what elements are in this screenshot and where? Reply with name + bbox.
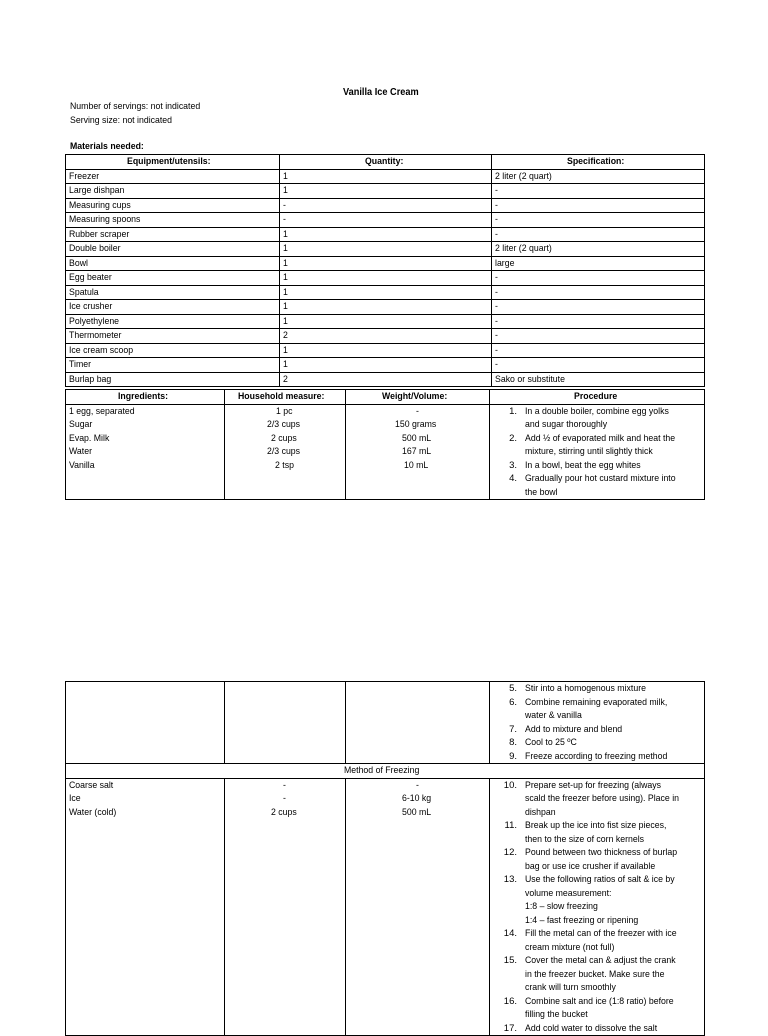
equipment-name-cell: Polyethylene	[66, 314, 280, 329]
step-text	[525, 779, 701, 820]
equipment-name-cell: Freezer	[66, 169, 280, 184]
procedure-step	[493, 779, 701, 820]
step-text	[525, 750, 701, 764]
equipment-row	[66, 213, 705, 228]
specification-cell: large	[492, 256, 705, 271]
specification-cell: -	[492, 184, 705, 199]
step-line: In a double boiler, combine egg yolks	[525, 405, 669, 417]
cell-line: Sugar	[69, 419, 93, 430]
procedure-list	[493, 405, 701, 500]
equipment-name-cell: Measuring cups	[66, 198, 280, 213]
cell-line: 500 mL	[401, 806, 431, 818]
step-text	[525, 696, 701, 723]
quantity-cell: 1	[280, 256, 492, 271]
equipment-row	[66, 198, 705, 213]
specification-cell: -	[492, 271, 705, 286]
step-text	[525, 927, 701, 954]
step-text	[525, 846, 701, 873]
equipment-table	[65, 154, 705, 387]
step-text	[525, 432, 701, 459]
servings-line: Number of servings: not indicated	[70, 101, 201, 112]
step-number: 17.	[503, 1022, 517, 1034]
freezing-measures-cell	[225, 778, 346, 1036]
cell-line: -	[283, 793, 287, 804]
ingredients-header-row	[66, 390, 705, 405]
quantity-cell: -	[280, 213, 492, 228]
procedure-step	[493, 682, 701, 696]
step-number: 1.	[509, 405, 517, 417]
cell-line: 500 mL	[401, 432, 431, 444]
freezing-procedure-cell	[490, 778, 705, 1036]
cell-line: 2 cups	[271, 432, 297, 444]
step-text	[525, 723, 701, 737]
cell-line: 2/3 cups	[267, 419, 301, 430]
equipment-row	[66, 300, 705, 315]
equipment-name-cell: Measuring spoons	[66, 213, 280, 228]
equipment-row	[66, 242, 705, 257]
step-text	[525, 459, 701, 473]
specification-cell: -	[492, 358, 705, 373]
equipment-name-cell: Timer	[66, 358, 280, 373]
equipment-row	[66, 271, 705, 286]
step-number: 6.	[509, 696, 517, 708]
step-text	[525, 682, 701, 696]
step-number: 7.	[509, 723, 517, 735]
procedure-cell	[490, 404, 705, 500]
step-line: Freeze according to freezing method	[525, 750, 668, 762]
step-number: 13.	[503, 874, 517, 885]
cell-line: -	[415, 779, 419, 791]
household-measure-header: Household measure:	[225, 390, 346, 405]
procedure-list	[493, 779, 701, 1036]
specification-cell: 2 liter (2 quart)	[492, 169, 705, 184]
equipment-row	[66, 227, 705, 242]
equipment-name-cell: Ice cream scoop	[66, 343, 280, 358]
step-text	[525, 819, 701, 846]
specification-cell: -	[492, 314, 705, 329]
step-line: Cool to 25 ºC	[525, 737, 577, 748]
quantity-cell: 1	[280, 227, 492, 242]
cell-line: 167 mL	[401, 446, 431, 457]
step-line: Add to mixture and blend	[525, 723, 623, 735]
step-line: volume measurement:	[525, 887, 612, 899]
specification-cell: 2 liter (2 quart)	[492, 242, 705, 257]
empty-cell	[66, 682, 225, 764]
cell-line: -	[283, 779, 287, 791]
freezing-row	[66, 778, 705, 1036]
freezing-names-cell	[66, 778, 225, 1036]
step-number: 9.	[509, 750, 517, 762]
step-number: 14.	[503, 928, 517, 939]
equipment-row	[66, 329, 705, 344]
ingredient-names-cell	[66, 404, 225, 500]
quantity-cell: 1	[280, 242, 492, 257]
ingredients-row	[66, 404, 705, 500]
procedure-step	[493, 954, 701, 995]
equipment-row	[66, 285, 705, 300]
equipment-row	[66, 256, 705, 271]
household-measures-cell	[225, 404, 346, 500]
step-text	[525, 995, 701, 1022]
specification-cell: -	[492, 198, 705, 213]
step-line: Stir into a homogenous mixture	[525, 683, 646, 694]
step-line: filling the bucket	[525, 1009, 588, 1020]
step-line: water & vanilla	[525, 710, 582, 721]
equipment-header: Equipment/utensils:	[66, 155, 280, 170]
procedure-step	[493, 723, 701, 737]
continued-procedure-table	[65, 681, 705, 1036]
procedure-step	[493, 819, 701, 846]
specification-cell: -	[492, 343, 705, 358]
equipment-row	[66, 314, 705, 329]
cell-line: -	[415, 405, 419, 417]
step-line: and sugar thoroughly	[525, 419, 608, 430]
equipment-name-cell: Rubber scraper	[66, 227, 280, 242]
equipment-name-cell: Spatula	[66, 285, 280, 300]
cell-line: 2 tsp	[274, 459, 294, 471]
equipment-row	[66, 169, 705, 184]
procedure-step	[493, 995, 701, 1022]
quantity-cell: 1	[280, 358, 492, 373]
empty-cell	[225, 682, 346, 764]
cell-line: Ice	[69, 793, 81, 804]
method-of-freezing-heading: Method of Freezing	[66, 764, 705, 779]
step-line: Gradually pour hot custard mixture into	[525, 473, 676, 484]
quantity-cell: -	[280, 198, 492, 213]
step-line: Break up the ice into fist size pieces,	[525, 820, 667, 831]
step-number: 10.	[503, 779, 517, 791]
step-line: Prepare set-up for freezing (always	[525, 779, 662, 791]
cell-line: 6-10 kg	[401, 793, 431, 804]
procedure-step	[493, 459, 701, 473]
procedure-step	[493, 927, 701, 954]
equipment-row	[66, 358, 705, 373]
procedure-step	[493, 846, 701, 873]
equipment-row	[66, 184, 705, 199]
ingredients-header: Ingredients:	[66, 390, 225, 405]
equipment-name-cell: Bowl	[66, 256, 280, 271]
equipment-name-cell: Thermometer	[66, 329, 280, 344]
step-line: in the freezer bucket. Make sure the	[525, 968, 665, 980]
step-number: 4.	[509, 473, 517, 484]
step-number: 16.	[503, 995, 517, 1007]
procedure-step	[493, 750, 701, 764]
equipment-row	[66, 343, 705, 358]
quantity-header: Quantity:	[280, 155, 492, 170]
equipment-name-cell: Large dishpan	[66, 184, 280, 199]
quantity-cell: 1	[280, 169, 492, 184]
continued-row	[66, 682, 705, 764]
step-line: Cover the metal can & adjust the crank	[525, 955, 676, 966]
quantity-cell: 1	[280, 285, 492, 300]
step-line: In a bowl, beat the egg whites	[525, 459, 641, 471]
step-text	[525, 954, 701, 995]
equipment-name-cell: Burlap bag	[66, 372, 280, 387]
quantity-cell: 1	[280, 271, 492, 286]
quantity-cell: 1	[280, 184, 492, 199]
specification-cell: -	[492, 227, 705, 242]
step-text	[525, 873, 701, 927]
procedure-header: Procedure	[490, 390, 705, 405]
step-number: 15.	[503, 955, 517, 966]
step-line: the bowl	[525, 486, 558, 498]
procedure-step	[493, 432, 701, 459]
quantity-cell: 1	[280, 343, 492, 358]
step-line: mixture, stirring until slightly thick	[525, 446, 653, 457]
cell-line: 2 cups	[271, 806, 297, 818]
procedure-step	[493, 696, 701, 723]
cell-line: Water (cold)	[69, 806, 117, 818]
step-line: bag or use ice crusher if available	[525, 860, 656, 872]
serving-size-line: Serving size: not indicated	[70, 115, 173, 126]
method-of-freezing-row	[66, 764, 705, 779]
step-text	[525, 736, 701, 750]
specification-cell: Sako or substitute	[492, 372, 705, 387]
step-line: Combine remaining evaporated milk,	[525, 696, 668, 708]
step-line: Add cold water to dissolve the salt	[525, 1022, 658, 1034]
cell-line: 150 grams	[395, 419, 437, 430]
step-line: Pound between two thickness of burlap	[525, 847, 678, 858]
step-number: 12.	[503, 847, 517, 858]
materials-heading: Materials needed:	[70, 141, 144, 152]
specification-cell: -	[492, 213, 705, 228]
step-number: 11.	[504, 820, 517, 831]
specification-cell: -	[492, 329, 705, 344]
freezing-weights-cell	[346, 778, 490, 1036]
continued-procedure-cell	[490, 682, 705, 764]
specification-cell: -	[492, 285, 705, 300]
step-line: crank will turn smoothly	[525, 982, 616, 993]
equipment-header-row	[66, 155, 705, 170]
quantity-cell: 1	[280, 300, 492, 315]
step-line: 1:4 – fast freezing or ripening	[525, 914, 639, 926]
weight-volume-header: Weight/Volume:	[346, 390, 490, 405]
specification-cell: -	[492, 300, 705, 315]
cell-line: 1 egg, separated	[69, 405, 135, 417]
quantity-cell: 2	[280, 372, 492, 387]
cell-line: 1 pc	[276, 405, 293, 417]
step-line: dishpan	[525, 806, 556, 818]
equipment-body	[66, 169, 705, 387]
ingredients-table	[65, 389, 705, 500]
cell-line: Evap. Milk	[69, 432, 110, 444]
specification-header: Specification:	[492, 155, 705, 170]
quantity-cell: 2	[280, 329, 492, 344]
step-line: Use the following ratios of salt & ice by	[525, 874, 675, 885]
procedure-step	[493, 736, 701, 750]
empty-cell	[346, 682, 490, 764]
step-number: 5.	[509, 683, 517, 694]
procedure-list	[493, 682, 701, 763]
step-text	[525, 405, 701, 432]
document-title: Vanilla Ice Cream	[342, 87, 419, 98]
procedure-step	[493, 472, 701, 499]
step-line: Fill the metal can of the freezer with ice	[525, 928, 677, 939]
cell-line: Coarse salt	[69, 779, 114, 791]
step-line: then to the size of corn kernels	[525, 833, 645, 845]
weights-cell	[346, 404, 490, 500]
step-line: Combine salt and ice (1:8 ratio) before	[525, 995, 674, 1007]
procedure-step	[493, 873, 701, 927]
equipment-name-cell: Ice crusher	[66, 300, 280, 315]
quantity-cell: 1	[280, 314, 492, 329]
step-text	[525, 472, 701, 499]
equipment-row	[66, 372, 705, 387]
cell-line: 2/3 cups	[267, 446, 301, 457]
cell-line: 10 mL	[404, 459, 429, 471]
step-line: Add ½ of evaporated milk and heat the	[525, 432, 676, 444]
step-line: cream mixture (not full)	[525, 941, 615, 953]
step-line: 1:8 – slow freezing	[525, 901, 598, 912]
equipment-name-cell: Double boiler	[66, 242, 280, 257]
step-number: 3.	[509, 459, 517, 471]
step-number: 2.	[509, 432, 517, 444]
equipment-name-cell: Egg beater	[66, 271, 280, 286]
step-number: 8.	[509, 737, 517, 748]
step-line: scald the freezer before using). Place in	[525, 793, 680, 804]
cell-line: Vanilla	[69, 459, 95, 471]
cell-line: Water	[69, 446, 92, 457]
procedure-step	[493, 405, 701, 432]
